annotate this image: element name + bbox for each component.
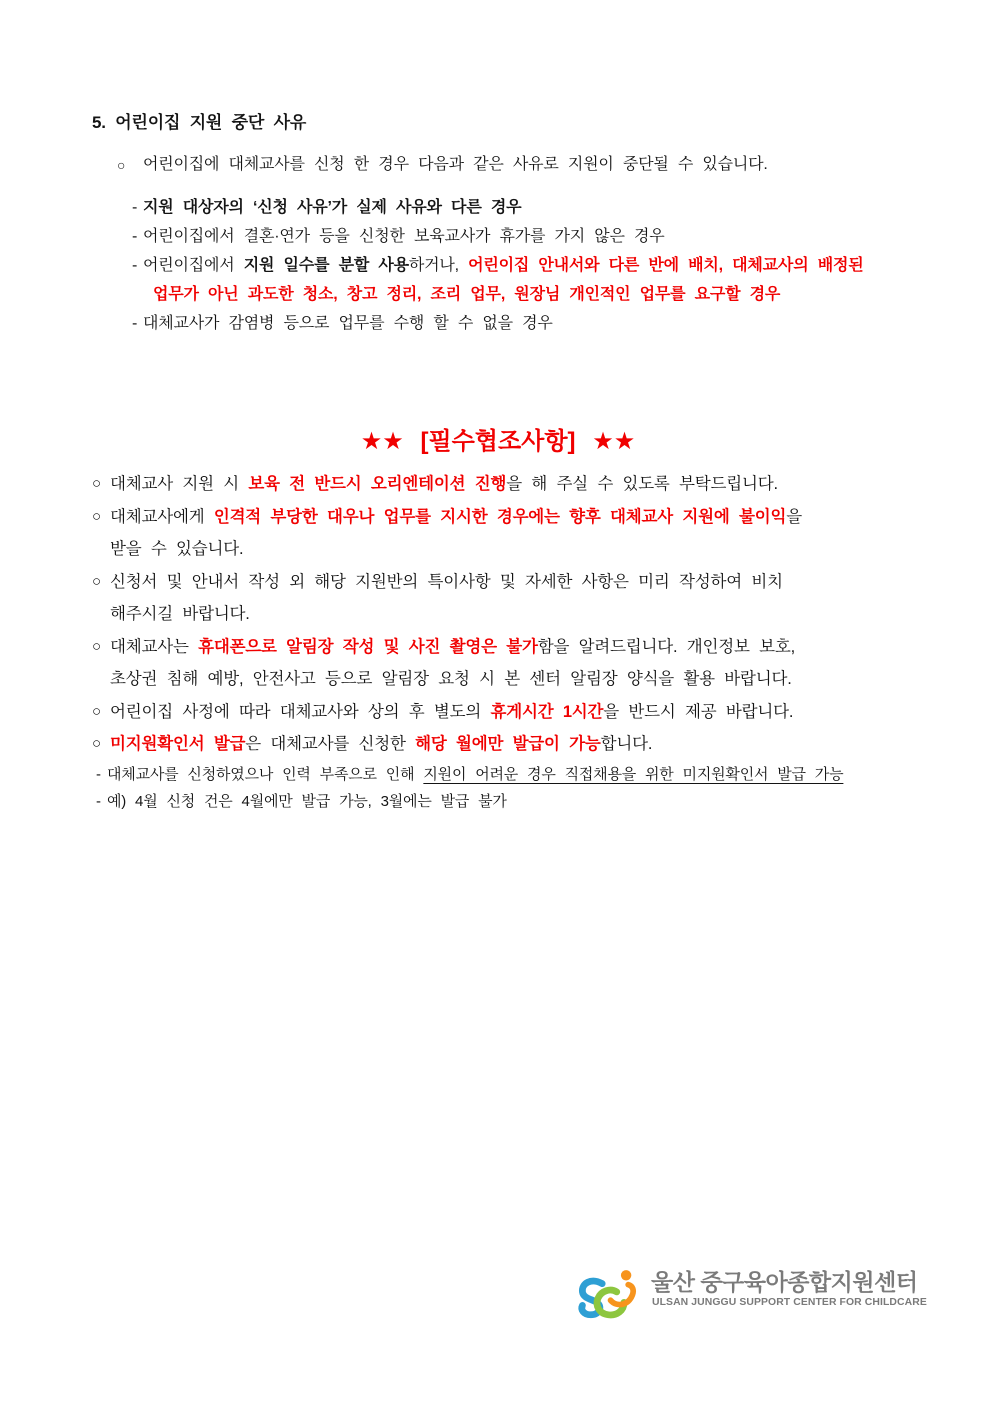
text-run: 하거나, [408, 257, 469, 274]
text-run: 을 반드시 제공 바랍니다. [603, 702, 794, 721]
notice-section [92, 425, 904, 815]
row-content [110, 566, 904, 631]
dash-bullet-marker: - [132, 315, 138, 332]
notice-item [92, 566, 904, 631]
row-content [143, 309, 904, 338]
reason-list [92, 193, 904, 338]
text-line [110, 468, 904, 501]
circle-bullet-marker: ○ [92, 475, 101, 492]
text-line [110, 566, 904, 599]
note-item [96, 788, 904, 815]
text-run: 어린이집 사정에 따라 대체교사와 상의 후 별도의 [110, 702, 491, 721]
intro-bullet-list [92, 155, 904, 175]
logo-english-name: ULSAN JUNGGU SUPPORT CENTER FOR CHILDCARE [652, 1297, 927, 1308]
text-run: 보육 전 반드시 오리엔테이션 진행 [248, 475, 507, 493]
circle-bullet-marker: ○ [117, 157, 126, 173]
dash-bullet-marker: - [96, 792, 101, 810]
row-content [110, 501, 904, 566]
text-run: 업무가 아닌 과도한 청소, 창고 정리, 조리 업무, 원장님 개인적인 업무를 요구할 경우 [153, 286, 781, 303]
section-title: 5. 어린이집 지원 중단 사유 [92, 113, 307, 132]
text-run: 신청서 및 안내서 작성 외 해당 지원반의 특이사항 및 자세한 사항은 미리 작성하여 비치 [110, 572, 783, 591]
row-content [110, 728, 904, 761]
text-run: 어린이집 안내서와 다른 반에 배치, 대체교사의 배정된 [468, 257, 864, 274]
text-run: 은 대체교사를 신청한 [245, 735, 416, 753]
circle-bullet-marker: ○ [92, 702, 101, 720]
text-run: 휴대폰으로 알림장 작성 및 사진 촬영은 불가 [198, 637, 538, 656]
intro-bullet [117, 155, 904, 175]
dash-bullet-marker: - [96, 765, 101, 783]
text-line [143, 251, 904, 280]
notice-item [92, 631, 904, 696]
text-run: 해당 월에만 발급이 가능 [415, 735, 601, 753]
text-line [110, 598, 904, 631]
text-line [110, 533, 904, 566]
text-run: 휴게시간 1시간 [490, 702, 604, 721]
text-run: 어린이집에서 [143, 257, 244, 274]
reason-item [132, 222, 904, 251]
notice-item [92, 728, 904, 761]
text-run: 받을 수 있습니다. [110, 540, 244, 558]
text-line [110, 663, 904, 696]
notice-list [92, 468, 904, 761]
dash-bullet-marker: - [132, 257, 138, 274]
reason-item [132, 251, 904, 309]
text-line [143, 222, 904, 251]
notice-heading: ★★ [필수협조사항] ★★ [360, 428, 636, 455]
text-run: 예) 4월 신청 건은 4월에만 발급 가능, 3월에는 발급 불가 [107, 792, 507, 810]
text-run: 인격적 부당한 대우나 업무를 지시한 경우에는 향후 대체교사 지원에 불이익 [213, 507, 787, 526]
text-run: 함을 알려드립니다. 개인정보 보호, [537, 637, 795, 656]
text-run: 대체교사는 [110, 637, 199, 656]
text-run: 대체교사가 감염병 등으로 업무를 수행 할 수 없을 경우 [143, 315, 553, 332]
circle-bullet-marker: ○ [92, 572, 101, 590]
circle-bullet-marker: ○ [92, 507, 101, 525]
row-content [143, 251, 904, 309]
notice-item [92, 696, 904, 729]
notice-item [92, 501, 904, 566]
text-run: 해주시길 바랍니다. [110, 605, 250, 623]
text-run: 어린이집에서 결혼·연가 등을 신청한 보육교사가 휴가를 가지 않은 경우 [143, 228, 665, 245]
text-line [110, 696, 904, 729]
reason-item [132, 193, 904, 222]
note-item [96, 761, 904, 788]
text-line [143, 280, 904, 309]
text-run: 합니다. [600, 735, 653, 753]
text-run: 어린이집에 대체교사를 신청 한 경우 다음과 같은 사유로 지원이 중단될 수 있습니다. [143, 156, 768, 173]
row-content [110, 468, 904, 501]
row-content [107, 761, 904, 788]
center-logo-footer [575, 1262, 927, 1324]
text-run: 대체교사 지원 시 [110, 475, 249, 493]
text-line [143, 193, 904, 222]
text-run: 대체교사에게 [110, 507, 214, 526]
text-run: 초상권 침해 예방, 안전사고 등으로 알림장 요청 시 본 센터 알림장 양식을 활용 바랍니다. [110, 670, 792, 688]
text-line [110, 631, 904, 664]
circle-bullet-marker: ○ [92, 637, 101, 655]
text-line [107, 788, 904, 815]
text-run: 지원 대상자의 ‘신청 사유’가 실제 사유와 다른 경우 [143, 199, 522, 216]
row-content [107, 788, 904, 815]
text-run: 지원 일수를 분할 사용 [243, 257, 409, 274]
text-line [143, 155, 904, 175]
text-run: 대체교사를 신청하였으나 인력 부족으로 인해 [107, 765, 424, 783]
text-line [107, 761, 904, 788]
text-line [110, 728, 904, 761]
dash-bullet-marker: - [132, 199, 138, 216]
text-line [143, 309, 904, 338]
section-discontinue-reasons [92, 112, 904, 338]
logo-korean-name: 울산 중구육아종합지원센터 [651, 1269, 918, 1295]
text-run: 미지원확인서 발급 [110, 735, 246, 753]
text-run: 을 해 주실 수 있도록 부탁드립니다. [506, 475, 778, 493]
row-content [143, 222, 904, 251]
logo-person-head [621, 1270, 631, 1280]
row-content [143, 155, 904, 175]
reason-item [132, 309, 904, 338]
note-list [92, 761, 904, 815]
notice-item [92, 468, 904, 501]
text-run: 을 [786, 507, 802, 526]
row-content [110, 696, 904, 729]
dash-bullet-marker: - [132, 228, 138, 245]
childcare-center-logo-icon [575, 1268, 645, 1320]
text-line [110, 501, 904, 534]
text-run: 지원이 어려운 경우 직접채용을 위한 미지원확인서 발급 가능 [423, 765, 844, 783]
row-content [143, 193, 904, 222]
row-content [110, 631, 904, 696]
circle-bullet-marker: ○ [92, 735, 101, 752]
